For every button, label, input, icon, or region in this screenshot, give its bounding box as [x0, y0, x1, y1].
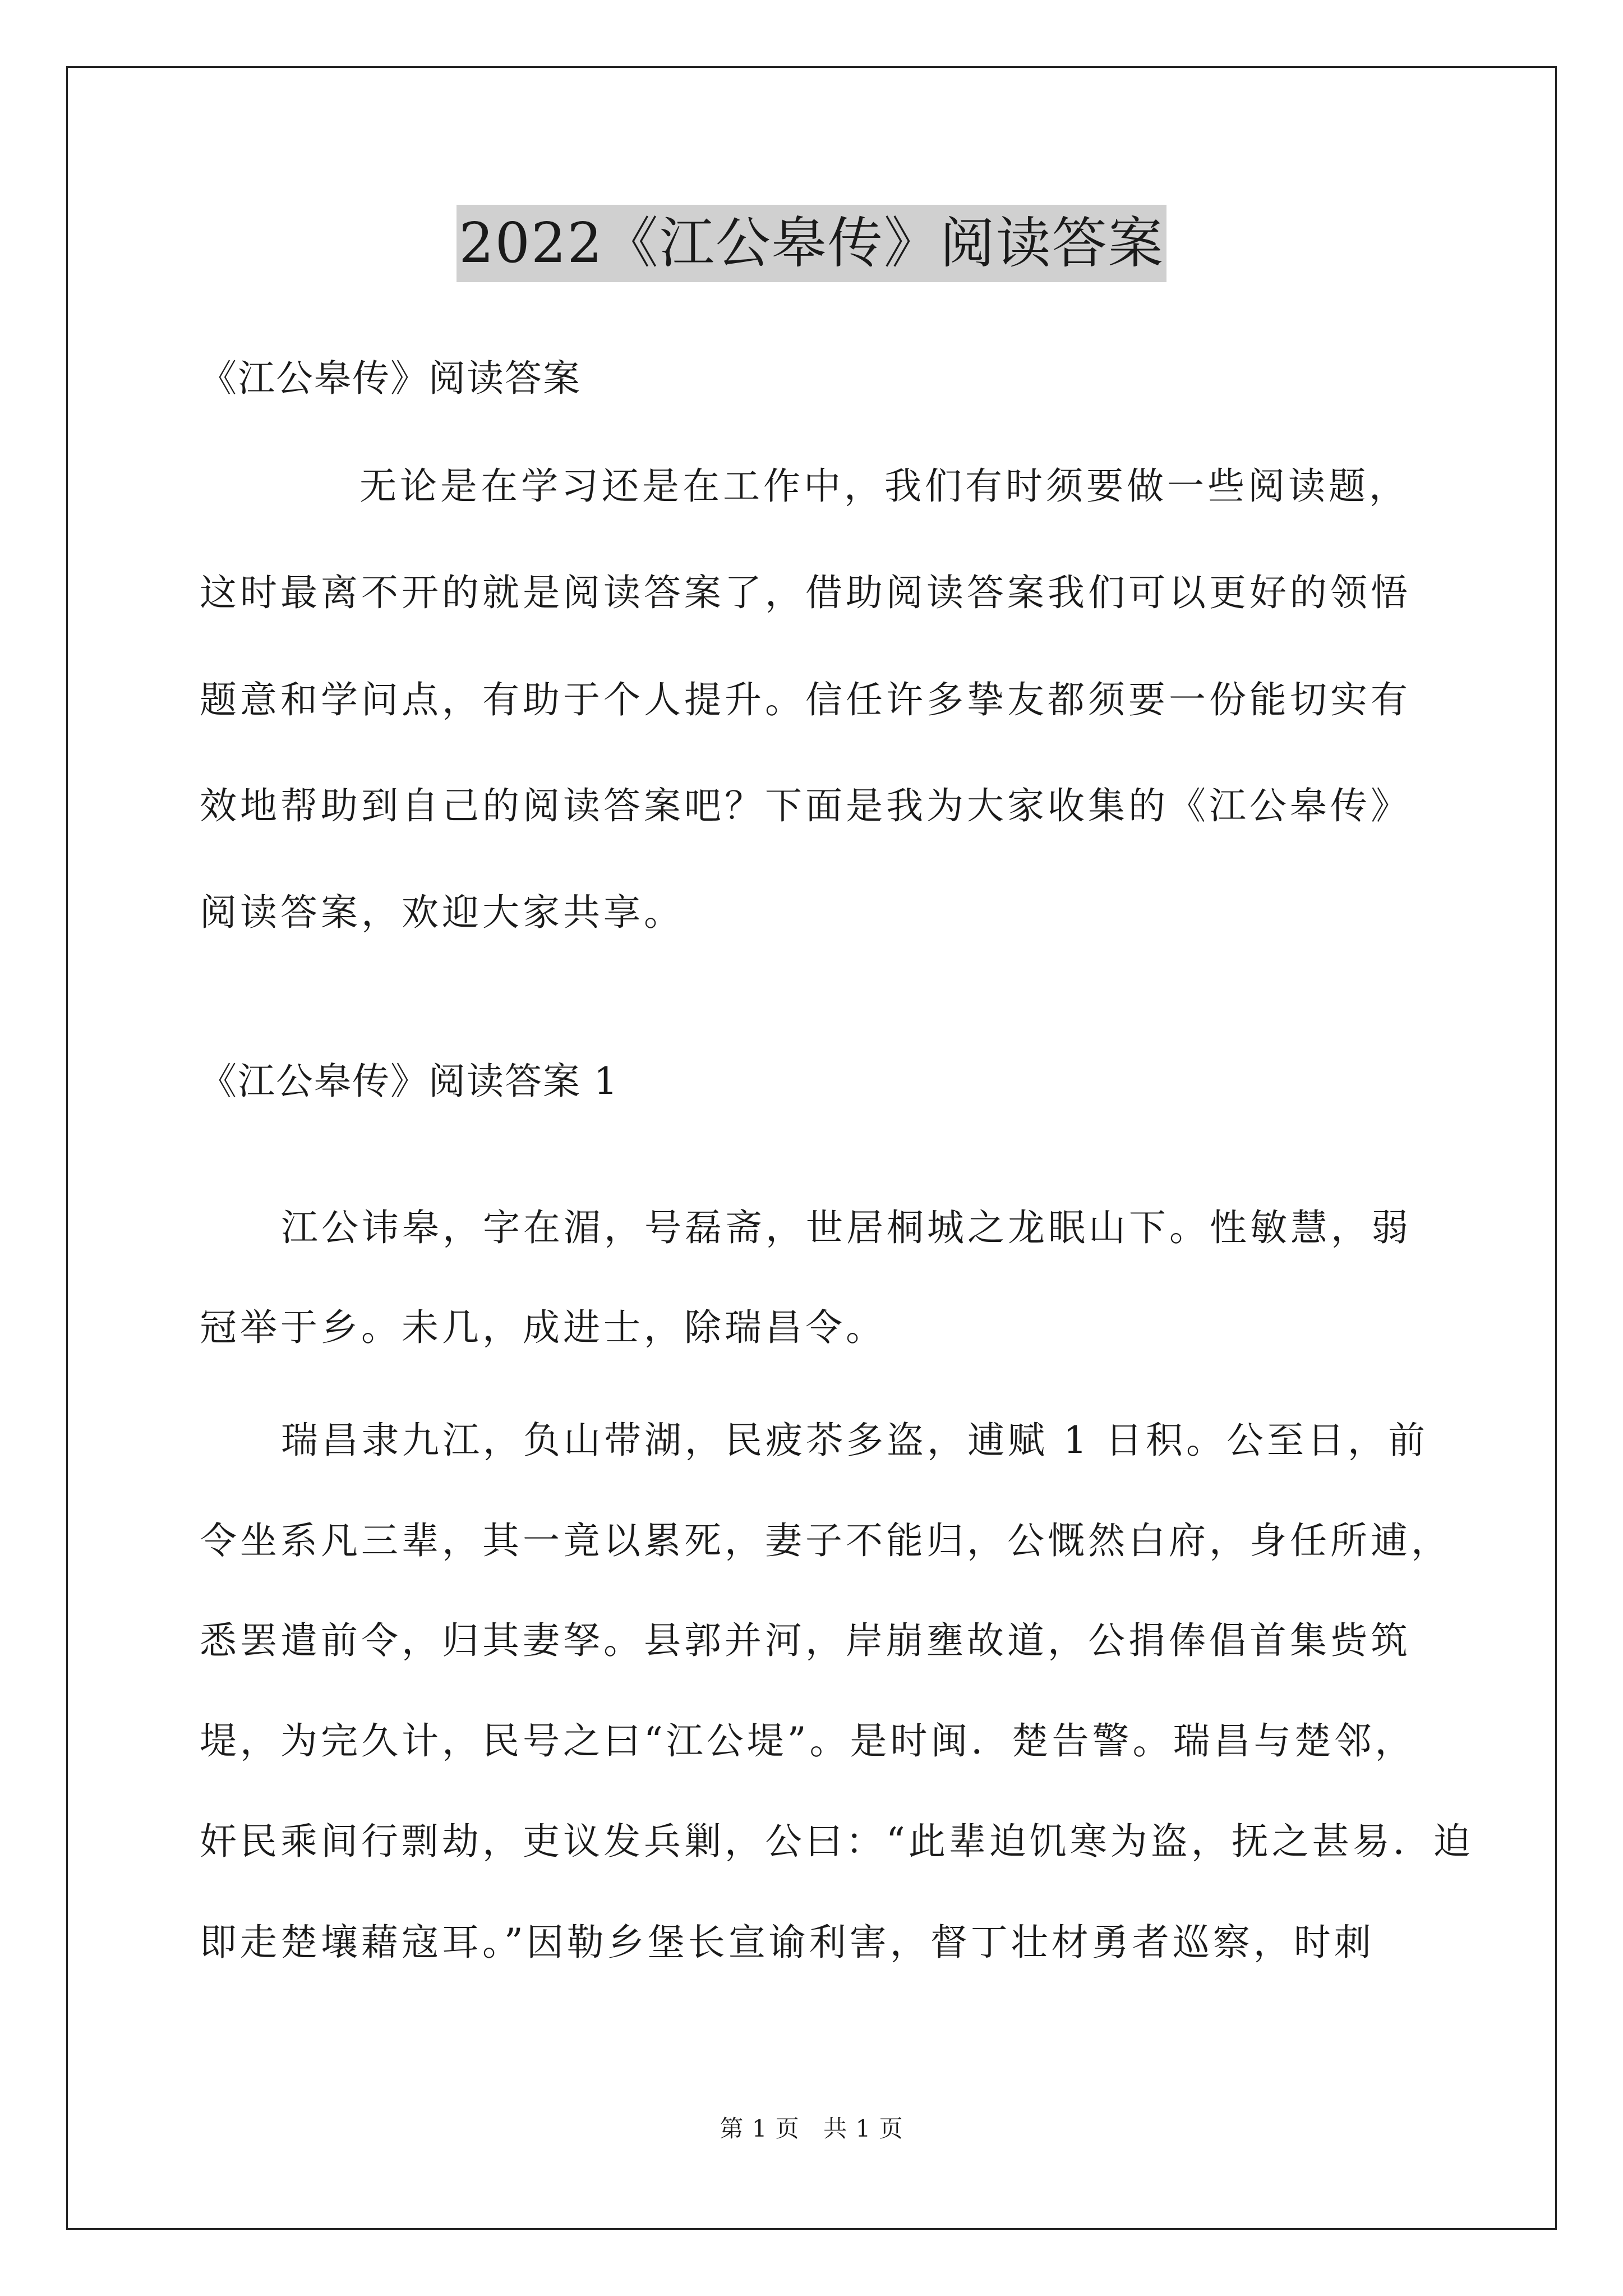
paragraph-line: 即走楚壤藉寇耳。”因勒乡堡长宣谕利害，督丁壮材勇者巡察，时刺: [200, 1921, 1375, 1964]
paragraph-line: 令坐系凡三辈，其一竟以累死，妻子不能归，公慨然白府，身任所逋，: [200, 1519, 1451, 1562]
paragraph-line: 悉罢遣前令，归其妻孥。县郭并河，岸崩壅故道，公捐俸倡首集赀筑: [200, 1619, 1411, 1662]
intro-line: 效地帮助到自己的阅读答案吧？下面是我为大家收集的《江公皋传》: [200, 784, 1411, 827]
document-title: [0, 205, 1623, 282]
intro-line: 题意和学问点，有助于个人提升。信任许多挚友都须要一份能切实有: [200, 678, 1411, 721]
section-heading: 《江公皋传》阅读答案 1: [200, 1060, 619, 1103]
paragraph-line: 堤，为完久计，民号之曰“江公堤”。是时闽．楚告警。瑞昌与楚邻，: [200, 1719, 1415, 1763]
page-total: 共 1 页: [823, 2115, 903, 2142]
page-footer: [0, 2112, 1623, 2146]
intro-line: 阅读答案，欢迎大家共享。: [200, 891, 684, 934]
title-text: 2022《江公皋传》阅读答案: [457, 205, 1166, 282]
paragraph-line: 瑞昌隶九江，负山带湖，民疲苶多盗，逋赋 1 日积。公至日，前: [281, 1419, 1428, 1462]
paragraph-line: 冠举于乡。未几，成进士，除瑞昌令。: [200, 1306, 886, 1349]
intro-line: 这时最离不开的就是阅读答案了，借助阅读答案我们可以更好的领悟: [200, 571, 1411, 614]
paragraph-line: 江公讳皋，字在湄，号磊斋，世居桐城之龙眠山下。性敏慧，弱: [281, 1206, 1412, 1249]
paragraph-line: 奸民乘间行剽劫，吏议发兵剿，公曰：“此辈迫饥寒为盗，抚之甚易．迫: [200, 1820, 1474, 1863]
intro-heading: 《江公皋传》阅读答案: [200, 357, 581, 400]
page-number: 第 1 页: [720, 2115, 800, 2142]
intro-line: 无论是在学习还是在工作中，我们有时须要做一些阅读题，: [359, 464, 1409, 508]
